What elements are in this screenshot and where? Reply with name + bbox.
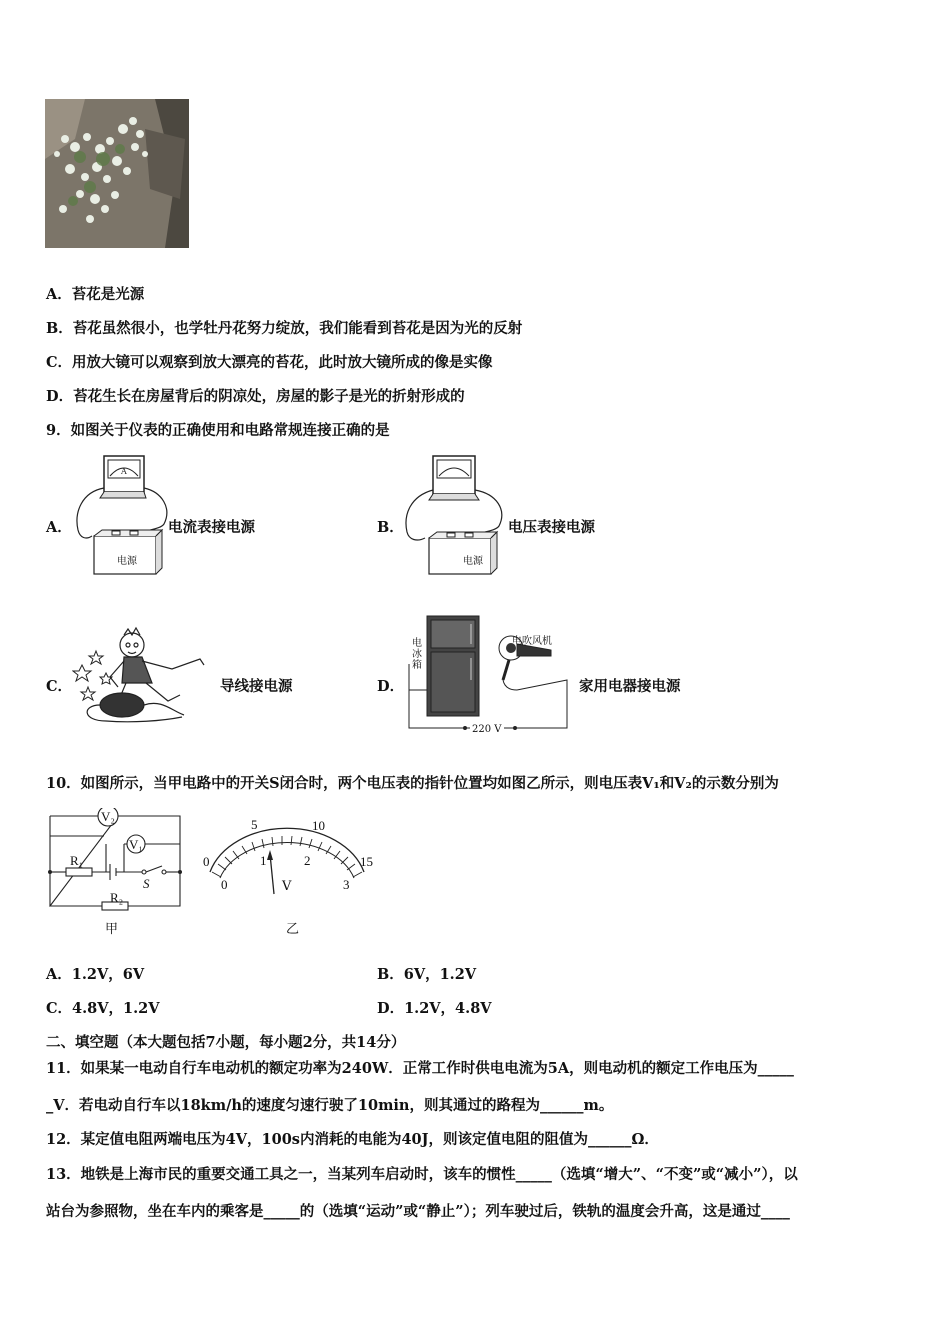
figure-yi-caption: 乙 <box>286 922 300 937</box>
q9-d-caption: 家用电器接电源 <box>579 678 681 695</box>
q13-line2: 站台为参照物，坐在车内的乘客是_____的（选填“运动”或“静止”）；列车驶过后，铁轨的温度会升高，这是通过____ <box>46 1203 790 1220</box>
q9-stem: 9．如图关于仪表的正确使用和电路常规连接正确的是 <box>46 422 390 439</box>
bottom-scale-2: 2 <box>304 853 311 868</box>
figure-jia-caption: 甲 <box>105 922 119 937</box>
q11-line2: _V．若电动自行车以18km/h的速度匀速行驶了10min，则其通过的路程为______m。 <box>46 1097 614 1114</box>
meter-unit-label: V <box>282 879 292 894</box>
v2-label: V₂ <box>101 809 115 824</box>
section-2-heading: 二、填空题（本大题包括7小题，每小题2分，共14分） <box>46 1034 406 1051</box>
q10-option-d: D．1.2V，4.8V <box>377 1000 492 1017</box>
q8-option-d: D．苔花生长在房屋背后的阴凉处，房屋的影子是光的折射形成的 <box>46 388 465 405</box>
q10-stem: 10．如图所示，当甲电路中的开关S闭合时，两个电压表的指针位置均如图乙所示，则电压表V₁和V₂的示数分别为 <box>46 775 779 792</box>
q9-d-letter: D． <box>377 678 405 695</box>
q9-c-caption: 导线接电源 <box>220 678 293 695</box>
bottom-scale-0: 0 <box>221 877 228 892</box>
top-scale-15: 15 <box>360 854 373 869</box>
r1-label: R₁ <box>70 853 84 868</box>
q9-a-caption: 电流表接电源 <box>168 519 255 536</box>
q13-line1: 13．地铁是上海市民的重要交通工具之一，当某列车启动时，该车的惯性_____（选填“增大”、“不变”或“减小”），以 <box>46 1166 798 1183</box>
bottom-scale-1: 1 <box>260 853 267 868</box>
q8-option-b: B．苔花虽然很小，也学牡丹花努力绽放，我们能看到苔花是因为光的反射 <box>46 320 523 337</box>
q12-text: 12．某定值电阻两端电压为4V，100s内消耗的电能为40J，则该定值电阻的阻值为______Ω． <box>46 1131 659 1148</box>
top-scale-5: 5 <box>251 817 258 832</box>
q10-option-a: A．1.2V，6V <box>46 966 145 983</box>
q10-option-c: C．4.8V，1.2V <box>46 1000 160 1017</box>
switch-label: S <box>143 876 150 891</box>
q9-c-letter: C． <box>46 678 73 695</box>
voltmeter-to-source-figure <box>403 452 508 580</box>
q10-option-b: B．6V，1.2V <box>377 966 477 983</box>
q8-option-a: A．苔花是光源 <box>46 286 145 303</box>
q9-b-caption: 电压表接电源 <box>508 519 595 536</box>
q8-option-c: C．用放大镜可以观察到放大漂亮的苔花，此时放大镜所成的像是实像 <box>46 354 493 371</box>
voltage-label: 220 V <box>472 724 502 735</box>
q9-b-letter: B． <box>377 519 404 536</box>
q9-a-letter: A． <box>46 519 72 536</box>
power-source-label-b: 电源 <box>463 556 483 567</box>
v1-label: V₁ <box>129 837 143 852</box>
moss-flower-photo <box>45 99 189 248</box>
svg-text:A: A <box>121 467 127 476</box>
top-scale-10: 10 <box>312 818 325 833</box>
bottom-scale-3: 3 <box>343 877 350 892</box>
wire-short-circuit-figure <box>72 625 214 725</box>
fridge-label: 电冰箱 <box>412 638 422 671</box>
r2-label: R₂ <box>110 890 124 905</box>
hair-dryer-label: 电吹风机 <box>512 636 552 647</box>
power-source-label-a: 电源 <box>117 556 137 567</box>
top-scale-0: 0 <box>203 854 210 869</box>
q11-line1: 11．如果某一电动自行车电动机的额定功率为240W．正常工作时供电电流为5A，则电动机的额定工作电压为_____ <box>46 1060 794 1077</box>
